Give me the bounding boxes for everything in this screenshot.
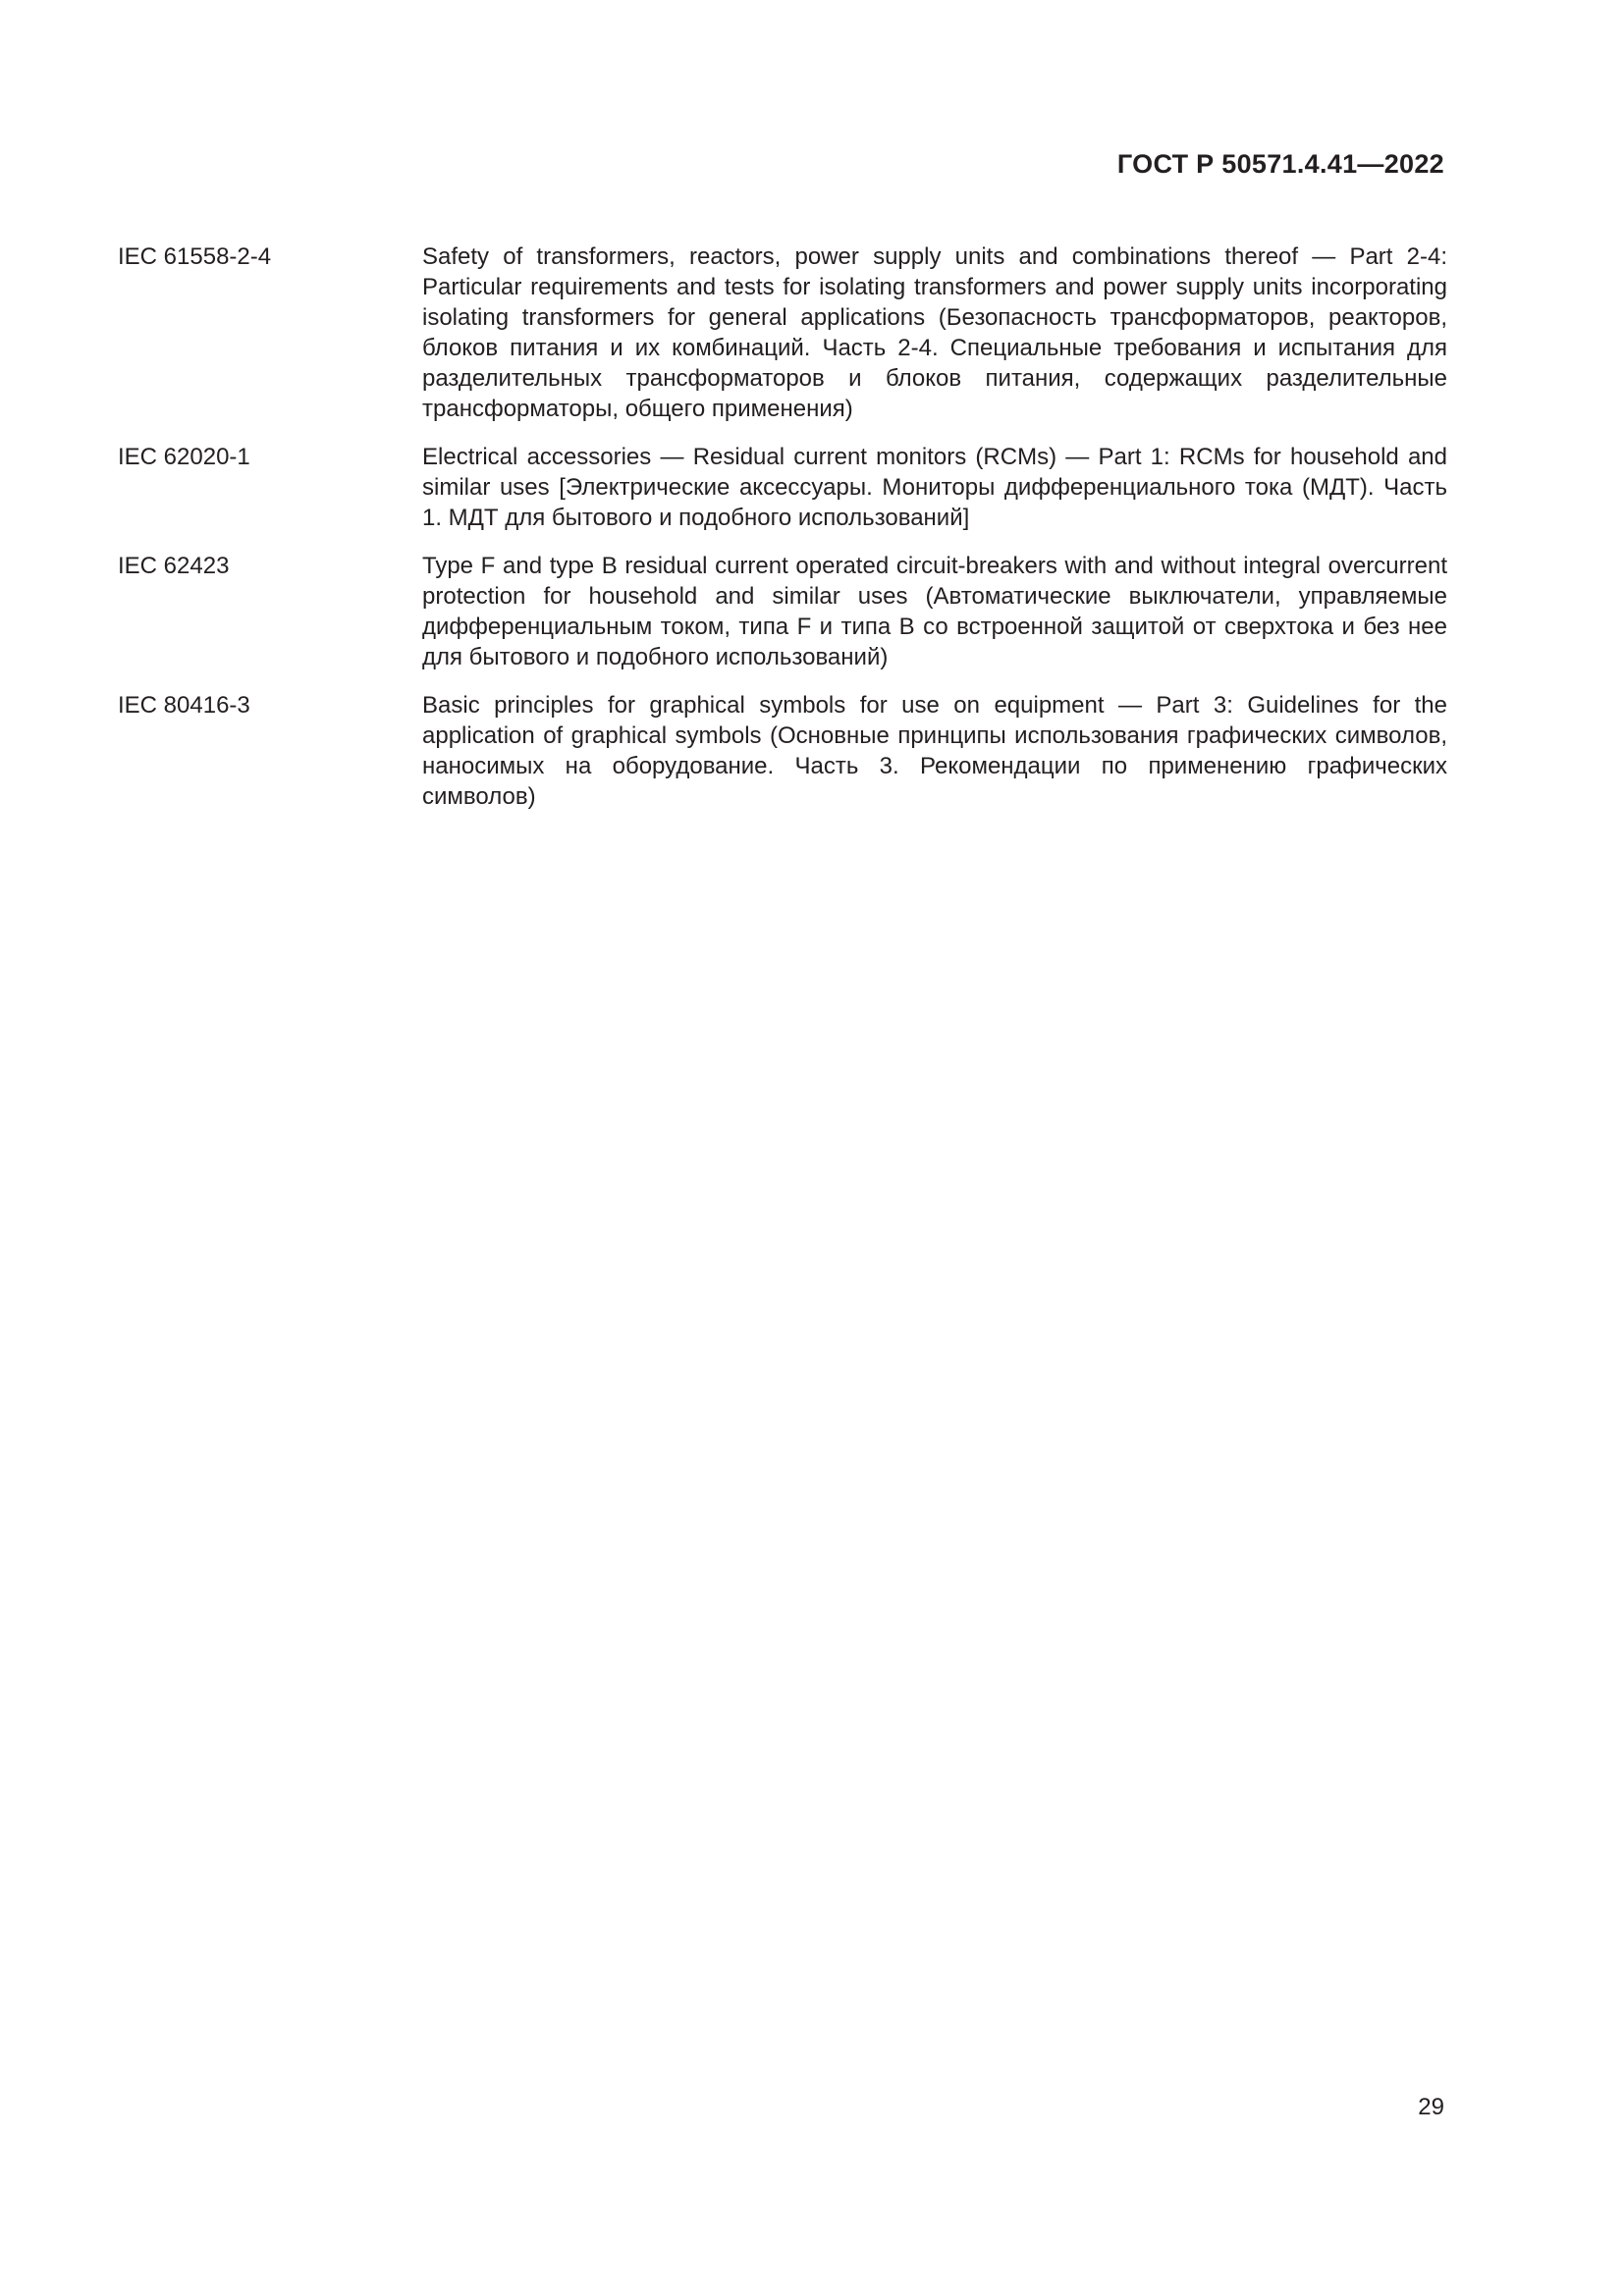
reference-entry [0,442,1624,533]
reference-description: Electrical accessories — Residual current monitors (RCMs) — Part 1: RCMs for household and similar uses [Электрические аксессуары. Мониторы дифференциального тока (МДТ). Часть 1. МДТ для бытового и подобного использований] [422,444,1447,531]
reference-entry [0,690,1624,812]
standard-header: ГОСТ Р 50571.4.41—2022 [1116,149,1444,179]
reference-description: Basic principles for graphical symbols for use on equipment — Part 3: Guidelines for the application of graphical symbols (Основные принципы использования графических символов, наносимых на оборудование. Часть 3. Рекомендации по применению графических символов) [422,692,1447,810]
reference-entry [0,241,1624,424]
reference-entry [0,551,1624,672]
reference-code: IEC 62020-1 [118,444,250,470]
reference-code: IEC 80416-3 [118,692,250,719]
reference-description: Safety of transformers, reactors, power supply units and combinations thereof — Part 2-4: Particular requirements and tests for isolating transformers and power supply units incorporating isolating transformers for general applications (Безопасность трансформаторов, реакторов, блоков питания и их комбинаций. Часть 2-4. Специальные требования и испытания для разделительных трансформаторов и блоков питания, содержащих разделительные трансформаторы, общего применения) [422,243,1447,422]
normative-references-list [0,241,1624,829]
reference-code: IEC 62423 [118,553,230,579]
reference-description: Type F and type B residual current operated circuit-breakers with and without integral overcurrent protection for household and similar uses (Автоматические выключатели, управляемые дифференциальным током, типа F и типа B со встроенной защитой от сверхтока и без нее для бытового и подобного использований) [422,553,1447,670]
page-number: 29 [1418,2094,1444,2120]
reference-code: IEC 61558-2-4 [118,243,272,270]
